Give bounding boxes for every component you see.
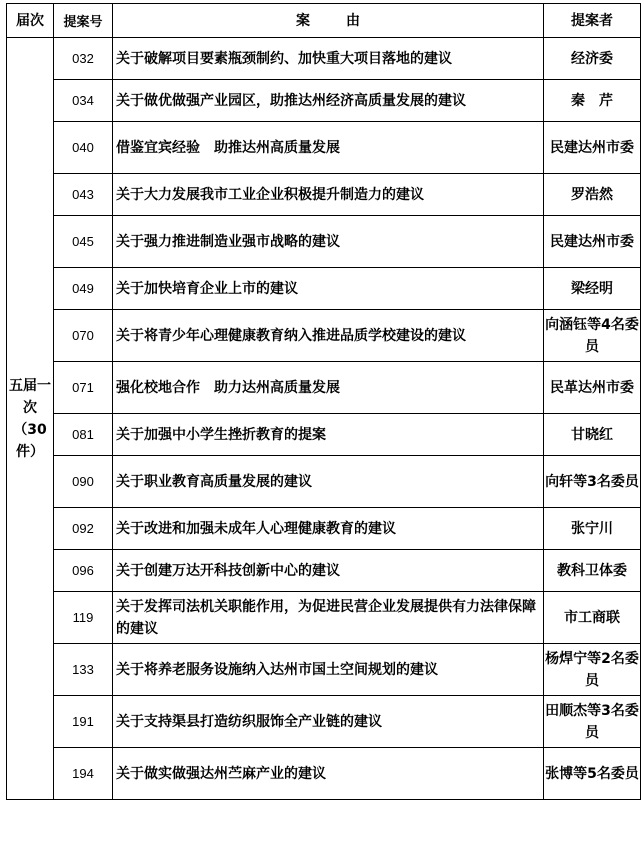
table-row (7, 508, 641, 550)
proposal-subject: 关于改进和加强未成年人心理健康教育的建议 (113, 508, 544, 550)
table-row (7, 550, 641, 592)
table-row (7, 696, 641, 748)
table-row (7, 748, 641, 800)
proposal-number: 043 (54, 174, 113, 216)
proposal-table (6, 3, 641, 800)
header-term: 届次 (7, 4, 54, 38)
header-number: 提案号 (54, 4, 113, 38)
proposal-proposer: 向涵钰等4名委员 (544, 310, 641, 362)
proposal-number: 049 (54, 268, 113, 310)
proposal-subject: 关于强力推进制造业强市战略的建议 (113, 216, 544, 268)
table-row (7, 216, 641, 268)
table-row (7, 644, 641, 696)
proposal-subject: 关于大力发展我市工业企业积极提升制造力的建议 (113, 174, 544, 216)
header-proposer: 提案者 (544, 4, 641, 38)
table-row (7, 38, 641, 80)
proposal-number: 040 (54, 122, 113, 174)
proposal-subject: 关于加强中小学生挫折教育的提案 (113, 414, 544, 456)
proposal-subject: 关于将青少年心理健康教育纳入推进品质学校建设的建议 (113, 310, 544, 362)
proposal-subject: 关于将养老服务设施纳入达州市国土空间规划的建议 (113, 644, 544, 696)
proposal-number: 090 (54, 456, 113, 508)
proposal-subject: 关于发挥司法机关职能作用，为促进民营企业发展提供有力法律保障的建议 (113, 592, 544, 644)
proposal-number: 092 (54, 508, 113, 550)
proposal-subject: 关于职业教育高质量发展的建议 (113, 456, 544, 508)
table-body (7, 38, 641, 800)
proposal-number: 096 (54, 550, 113, 592)
proposal-proposer: 市工商联 (544, 592, 641, 644)
proposal-proposer: 甘晓红 (544, 414, 641, 456)
proposal-proposer: 梁经明 (544, 268, 641, 310)
header-row (7, 4, 641, 38)
proposal-proposer: 民革达州市委 (544, 362, 641, 414)
proposal-proposer: 经济委 (544, 38, 641, 80)
proposal-number: 119 (54, 592, 113, 644)
proposal-proposer: 张博等5名委员 (544, 748, 641, 800)
table-row (7, 122, 641, 174)
header-subject (113, 4, 544, 38)
table-row (7, 310, 641, 362)
proposal-proposer: 民建达州市委 (544, 122, 641, 174)
proposal-subject: 关于做优做强产业园区，助推达州经济高质量发展的建议 (113, 80, 544, 122)
table-row (7, 456, 641, 508)
proposal-proposer: 田顺杰等3名委员 (544, 696, 641, 748)
proposal-number: 045 (54, 216, 113, 268)
proposal-proposer: 教科卫体委 (544, 550, 641, 592)
proposal-subject: 关于破解项目要素瓶颈制约、加快重大项目落地的建议 (113, 38, 544, 80)
proposal-proposer: 民建达州市委 (544, 216, 641, 268)
proposal-proposer: 罗浩然 (544, 174, 641, 216)
proposal-number: 071 (54, 362, 113, 414)
table-row (7, 362, 641, 414)
proposal-subject: 关于加快培育企业上市的建议 (113, 268, 544, 310)
proposal-proposer: 杨焊宁等2名委员 (544, 644, 641, 696)
proposal-number: 070 (54, 310, 113, 362)
term-label: 五届一次（30件） (9, 377, 51, 460)
header-subject-text: 案由 (296, 12, 396, 29)
proposal-subject: 关于做实做强达州苎麻产业的建议 (113, 748, 544, 800)
proposal-proposer: 张宁川 (544, 508, 641, 550)
table-row (7, 174, 641, 216)
table-row (7, 414, 641, 456)
proposal-number: 194 (54, 748, 113, 800)
proposal-number: 133 (54, 644, 113, 696)
table-row (7, 268, 641, 310)
proposal-proposer: 向轩等3名委员 (544, 456, 641, 508)
proposal-number: 081 (54, 414, 113, 456)
proposal-proposer: 秦 芹 (544, 80, 641, 122)
proposal-number: 191 (54, 696, 113, 748)
term-cell (7, 38, 54, 800)
proposal-subject: 关于创建万达开科技创新中心的建议 (113, 550, 544, 592)
proposal-subject: 关于支持渠县打造纺织服饰全产业链的建议 (113, 696, 544, 748)
proposal-subject: 强化校地合作 助力达州高质量发展 (113, 362, 544, 414)
proposal-subject: 借鉴宜宾经验 助推达州高质量发展 (113, 122, 544, 174)
proposal-number: 032 (54, 38, 113, 80)
table-row (7, 592, 641, 644)
table-row (7, 80, 641, 122)
proposal-number: 034 (54, 80, 113, 122)
